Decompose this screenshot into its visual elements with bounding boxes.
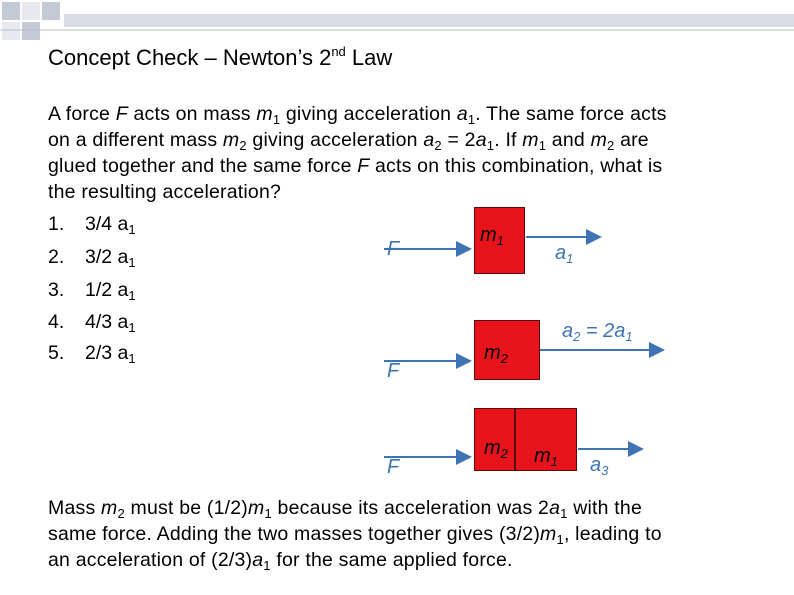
answer-line-2: same force. Adding the two masses together gives $(3/2)m_1$, leading to <box>48 523 662 547</box>
question-line-2: on a different mass $m_2$ giving acceleration $a_2 = 2a_1$. If $m_1$ and $m_2$ are <box>48 129 649 153</box>
option-1[interactable]: 1. 3/4 $a_1$ <box>48 213 136 237</box>
option-5[interactable]: 5. 2/3 $a_1$ <box>48 342 136 366</box>
accel-label-a3: $a_3$ <box>590 454 609 478</box>
mass-label-m2: $m_2$ <box>484 342 508 366</box>
answer-line-3: an acceleration of $(2/3)a_1$ for the same applied force. <box>48 549 513 573</box>
mass-label-m2-combined: $m_2$ <box>484 437 508 461</box>
question-line-4: the resulting acceleration? <box>48 181 282 203</box>
mass-label-m1: $m_1$ <box>480 224 504 248</box>
force-label-2: F <box>387 360 400 382</box>
force-label-1: F <box>387 238 400 260</box>
question-line-3: glued together and the same force F acts on this combination, what is <box>48 155 663 177</box>
mass-label-m1-combined: $m_1$ <box>534 445 558 469</box>
option-2[interactable]: 2. 3/2 $a_1$ <box>48 246 136 270</box>
accel-label-a2: $a_2 = 2a_1$ <box>562 320 633 344</box>
question-line-1: A force F acts on mass $m_1$ giving acceleration $a_1$. The same force acts <box>48 103 667 127</box>
option-4[interactable]: 4. 4/3 $a_1$ <box>48 311 136 335</box>
accel-label-a1: $a_1$ <box>555 242 574 266</box>
answer-line-1: Mass $m_2$ must be $(1/2)m_1$ because its acceleration was $2a_1$ with the <box>48 497 642 521</box>
option-3[interactable]: 3. 1/2 $a_1$ <box>48 279 136 303</box>
slide-title: Concept Check – Newton’s 2nd Law <box>48 44 393 70</box>
force-label-3: F <box>387 456 400 478</box>
